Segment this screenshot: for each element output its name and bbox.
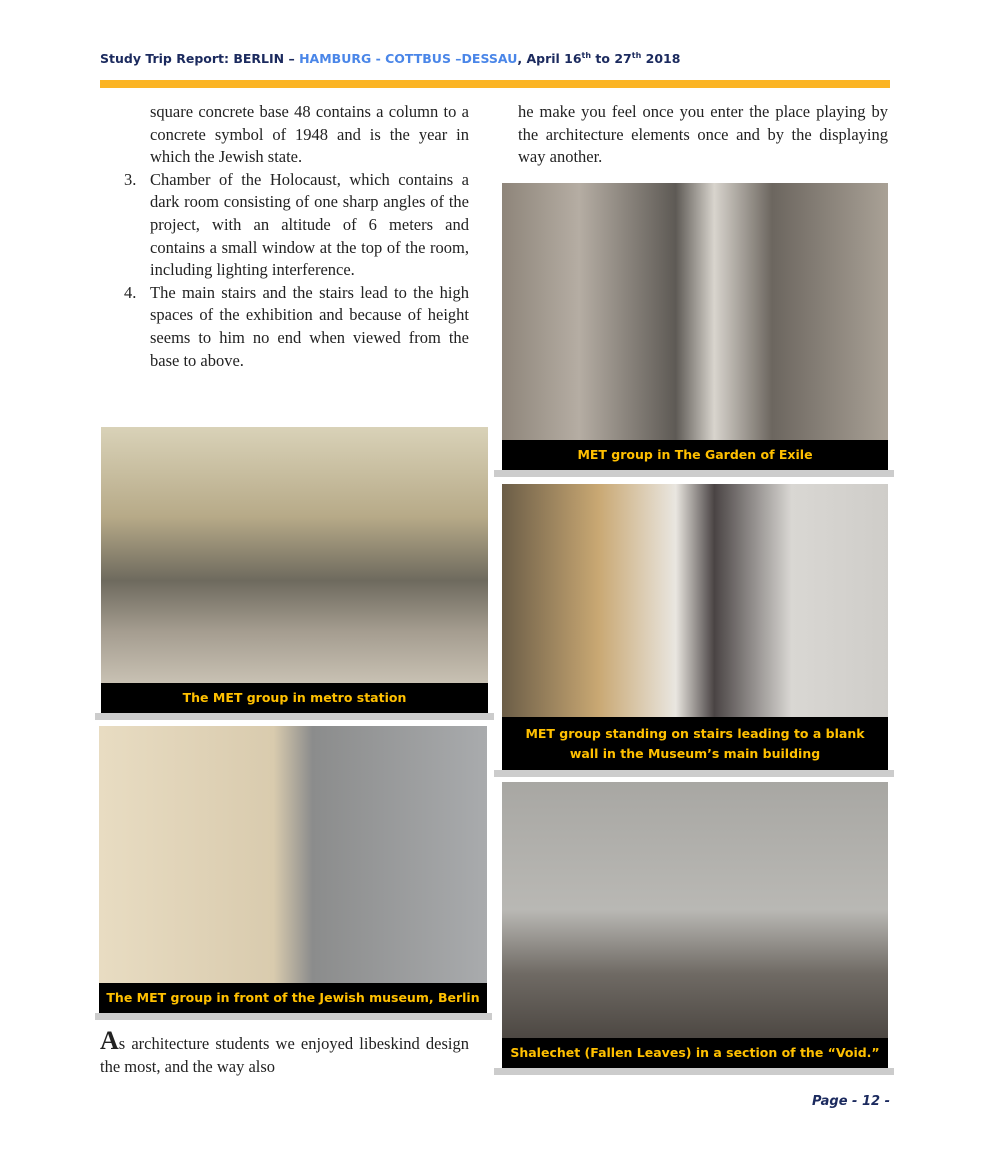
photo-metro-station — [101, 427, 488, 683]
right-intro: he make you feel once you enter the place playing by the architecture elements once and by the displaying way another. — [518, 102, 888, 167]
closing-text: s architecture students we enjoyed libeskind design the most, and the way also — [100, 1034, 469, 1076]
caption-shadow — [494, 470, 894, 477]
photo-museum-stairs — [502, 484, 888, 717]
left-text — [124, 101, 469, 372]
header-sup: th — [631, 51, 642, 60]
header-date: to 27 — [591, 51, 632, 67]
list-item — [124, 282, 469, 372]
photo-garden-of-exile — [502, 183, 888, 440]
list-text: Chamber of the Holocaust, which contains a dark room consisting of one sharp angles of the project, with an altitude of 6 meters and contains a small window at the top of the room, including lighting interference. — [150, 169, 469, 280]
list-number: 4. — [124, 282, 137, 302]
caption-shadow — [494, 1068, 894, 1075]
caption-stairs: MET group standing on stairs leading to a blank wall in the Museum’s main building — [502, 717, 888, 770]
header-cities: HAMBURG - COTTBUS –DESSAU — [299, 51, 518, 67]
photo-jewish-museum — [99, 726, 487, 983]
list-text: The main stairs and the stairs lead to the high spaces of the exhibition and because of height seems to him no end when viewed from the base to above. — [150, 282, 469, 370]
caption-garden: MET group in The Garden of Exile — [502, 440, 888, 470]
photo-fallen-leaves-void — [502, 782, 888, 1038]
drop-cap: A — [100, 1026, 119, 1055]
closing-paragraph — [100, 1026, 469, 1078]
header-prefix: Study Trip Report: BERLIN – — [100, 51, 300, 67]
header-sup: th — [581, 51, 592, 60]
header-date: 2018 — [641, 51, 681, 67]
caption-shadow — [95, 1013, 492, 1020]
caption-shadow — [95, 713, 494, 720]
list-number: 3. — [124, 169, 137, 189]
caption-metro: The MET group in metro station — [101, 683, 488, 713]
caption-museum: The MET group in front of the Jewish museum, Berlin — [99, 983, 487, 1013]
running-header — [100, 51, 680, 66]
page-number: Page - 12 - — [811, 1094, 890, 1109]
intro-paragraph: square concrete base 48 contains a column to a concrete symbol of 1948 and is the year in which the Jewish state. — [150, 102, 469, 167]
caption-shadow — [494, 770, 894, 777]
caption-void: Shalechet (Fallen Leaves) in a section of the “Void.” — [502, 1038, 888, 1068]
header-date: , April 16 — [517, 51, 582, 67]
header-divider — [100, 80, 890, 88]
list-item — [124, 169, 469, 282]
